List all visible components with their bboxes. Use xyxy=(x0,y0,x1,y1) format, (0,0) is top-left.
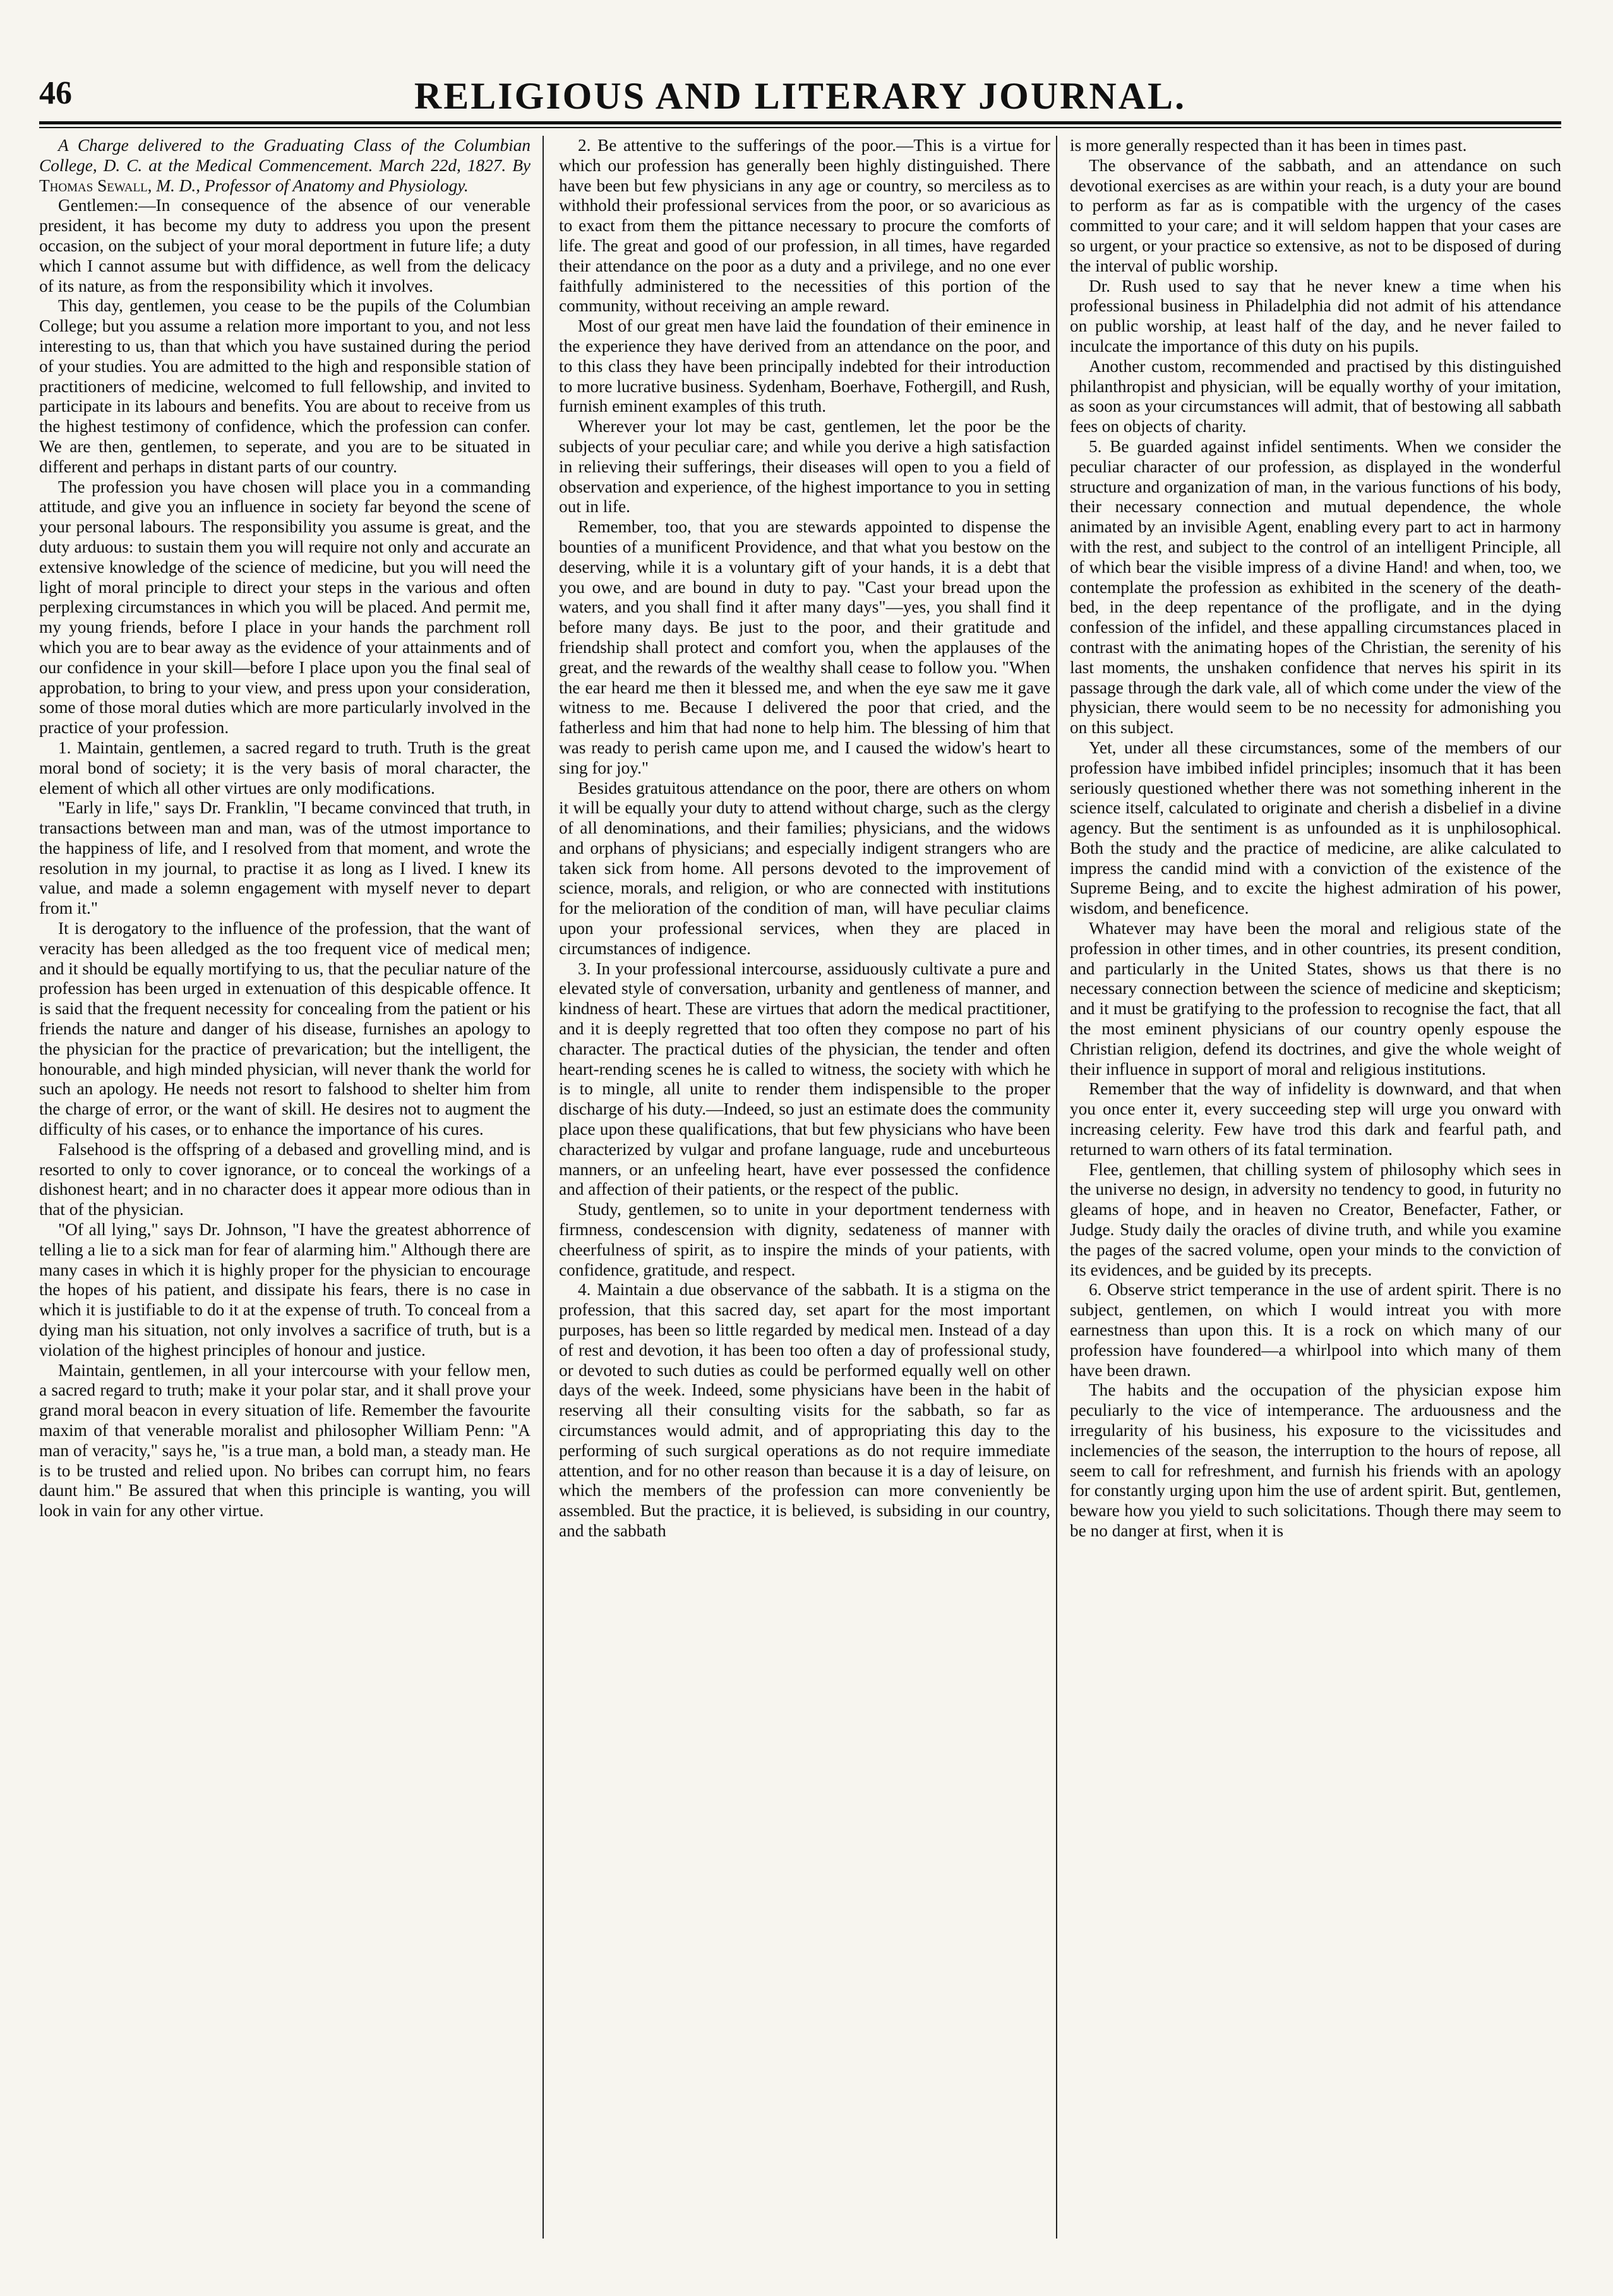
paragraph: "Of all lying," says Dr. Johnson, "I have the greatest abhorrence of telling a lie to a sick man for fear of alarming him." Although there are many cases in which it is highly proper for the physician to encourage the hopes of his patient, and dissipate his fears, there is no case in which it is justifiable to do it at the expense of truth. To conceal from a dying man his situation, not only involves a sacrifice of truth, but is a violation of the highest principles of honour and justice. xyxy=(39,1220,531,1360)
header-rule xyxy=(39,121,1561,124)
paragraph: The habits and the occupation of the physician expose him peculiarly to the vice of intemperance. The arduousness and the irregularity of his business, his exposure to the vicissitudes and inclemencies of the season, the interruption to the hours of repose, all seem to call for refreshment, and furnish his friends with an apology for constantly urging upon him the use of ardent spirit. But, gentlemen, beware how you yield to such solicitations. Though there may seem to be no danger at first, when it is xyxy=(1070,1380,1561,1540)
paragraph: Wherever your lot may be cast, gentlemen, let the poor be the subjects of your peculiar care; and while you derive a high satisfaction in relieving their sufferings, their diseases will open to you a field of observation and experience, of the highest importance to you in setting out in life. xyxy=(559,417,1050,517)
page-number: 46 xyxy=(39,75,72,111)
paragraph: "Early in life," says Dr. Franklin, "I became convinced that truth, in transactions between man and man, was of the utmost importance to the happiness of life, and I resolved from that moment, and wrote the resolution in my journal, to practise it as long as I lived. I knew its value, and made a solemn engagement with myself never to depart from it." xyxy=(39,798,531,918)
paragraph: Yet, under all these circumstances, some of the members of our profession have imbibed infidel principles; insomuch that it has been seriously questioned whether there was not something inherent in the science itself, calculated to originate and cherish a disbelief in a divine agency. But the sentiment is as unfounded as it is unphilosophical. Both the study and the practice of medicine, are alike calculated to impress the candid mind with a conviction of the existence of the Supreme Being, and to excite the highest admiration of his power, wisdom, and beneficence. xyxy=(1070,738,1561,918)
paragraph: Most of our great men have laid the foundation of their eminence in the experience they have derived from an attendance on the poor, and to this class they have been principally indebted for their introduction to more lucrative business. Sydenham, Boerhave, Fothergill, and Rush, furnish eminent examples of this truth. xyxy=(559,316,1050,416)
paragraph: 5. Be guarded against infidel sentiments. When we consider the peculiar character of our profession, as displayed in the wonderful structure and organization of man, in the various functions of his body, their necessary connection and mutual dependence, the whole animated by an invisible Agent, enabling every part to act in harmony with the rest, and subject to the control of an intelligent Principle, all of which bear the visible impress of a divine Hand! and when, too, we contemplate the profession as exhibited in the scenery of the death-bed, in the deep repentance of the profligate, and in the dying confession of the infidel, and these appalling circumstances placed in contrast with the animating hopes of the Christian, the serenity of his last moments, the unshaken confidence that nerves his spirit in its passage through the dark vale, all of which come under the view of the physician, there would seem to be no necessity for admonishing you on this subject. xyxy=(1070,436,1561,738)
header-rule-thin xyxy=(39,127,1561,128)
paragraph: The observance of the sabbath, and an attendance on such devotional exercises as are within your reach, is a duty your are bound to perform as far as is compatible with the urgency of the cases committed to your care; and it will seldom happen that your cases are so urgent, or your practice so extensive, as not to be disposed of during the interval of public worship. xyxy=(1070,155,1561,275)
heading-text: A Charge delivered to the Graduating Class of the Columbian College, D. C. at the Medical Commencement. March 22d, 1827. By xyxy=(39,136,531,175)
paragraph: is more generally respected than it has been in times past. xyxy=(1070,136,1467,155)
paragraph: Maintain, gentlemen, in all your intercourse with your fellow men, a sacred regard to truth; make it your polar star, and it shall prove your grand moral beacon in every situation of life. Remember the favourite maxim of that venerable moralist and philosopher William Penn: "A man of veracity," says he, "is a true man, a bold man, a steady man. He is to be trusted and relied upon. No bribes can corrupt him, no fears daunt him." Be assured that when this principle is wanting, you will look in vain for any other virtue. xyxy=(39,1360,531,1521)
heading-credentials: M. D., Professor of Anatomy and Physiology. xyxy=(156,176,469,195)
article-heading xyxy=(39,136,531,196)
paragraph: Besides gratuitous attendance on the poor, there are others on whom it will be equally your duty to attend without charge, such as the clergy of all denominations, and their families; physicians, and the widows and orphans of physicians; and especially indigent strangers who are taken sick from home. All persons devoted to the improvement of science, morals, and religion, or who are connected with institutions for the melioration of the condition of man, will have peculiar claims upon your professional services, when they are placed in circumstances of indigence. xyxy=(559,778,1050,958)
paragraph: Flee, gentlemen, that chilling system of philosophy which sees in the universe no design, in adversity no tendency to good, in futurity no gleams of hope, and in heaven no Creator, Benefacter, Father, or Judge. Study daily the oracles of divine truth, and while you examine the pages of the sacred volume, open your minds to the conviction of its evidences, and be guided by its precepts. xyxy=(1070,1159,1561,1279)
paragraph: 2. Be attentive to the sufferings of the poor.—This is a virtue for which our profession has generally been highly distinguished. There have been but few physicians in any age or country, so merciless as to withhold their professional services from the poor, or so avaricious as to exact from them the pittance necessary to procure the comforts of life. The great and good of our profession, in all times, have regarded their attendance on the poor as a duty and a privilege, and no one ever faithfully administered to the necessities of this portion of the community, without receiving an ample reward. xyxy=(559,136,1050,316)
paragraph: It is derogatory to the influence of the profession, that the want of veracity has been alledged as the too frequent vice of medical men; and it should be equally mortifying to us, that the peculiar nature of the profession has been urged in extenuation of this despicable offence. It is said that the frequent necessity for concealing from the patient or his friends the nature and danger of his disease, furnishes an apology to the physician for the practice of prevarication; but the intelligent, the honourable, and high minded physician, will never thank the world for such an apology. He needs not resort to falshood to shelter him from the charge of error, or the want of skill. He desires not to augment the difficulty of his cases, or to enhance the importance of his cures. xyxy=(39,919,531,1139)
column-3 xyxy=(1070,136,1561,2239)
paragraph: Study, gentlemen, so to unite in your deportment tenderness with firmness, condescension with dignity, sedateness of manner with cheerfulness of spirit, as to inspire the minds of your patients, with confidence, gratitude, and respect. xyxy=(559,1200,1050,1279)
paragraph: Gentlemen:—In consequence of the absence of our venerable president, it has become my duty to address you upon the present occasion, on the subject of your moral deportment in future life; a duty which I cannot assume but with diffidence, as well from the delicacy of its nature, as from the responsibility which it involves. xyxy=(39,196,531,296)
column-divider xyxy=(1056,136,1057,2239)
paragraph: 6. Observe strict temperance in the use of ardent spirit. There is no subject, gentlemen, on which I would intreat you with more earnestness than upon this. It is a rock on which many of our profession have foundered—a whirlpool into which many of them have been drawn. xyxy=(1070,1280,1561,1380)
paragraph: Another custom, recommended and practised by this distinguished philanthropist and physician, will be equally worthy of your imitation, as soon as your circumstances will admit, that of bestowing all sabbath fees on objects of charity. xyxy=(1070,356,1561,436)
heading-author: Thomas Sewall, xyxy=(39,176,152,195)
paragraph: Dr. Rush used to say that he never knew a time when his professional business in Philadelphia did not admit of his attendance on public worship, at least half of the day, and he never failed to inculcate the importance of this duty on his pupils. xyxy=(1070,276,1561,356)
paragraph: Remember, too, that you are stewards appointed to dispense the bounties of a munificent Providence, and that what you bestow on the deserving, while it is a voluntary gift of your hands, it is a debt that you owe, and are bound in duty to pay. "Cast your bread upon the waters, and you shall find it after many days"—yes, you shall find it before many days. Be just to the poor, and their gratitude and friendship shall protect and comfort you, when the applauses of the great, and the rewards of the wealthy shall cease to follow you. "When the ear heard me then it blessed me, and when the eye saw me it gave witness to me. Because I delivered the poor that cried, and the fatherless and him that had none to help him. The blessing of him that was ready to perish came upon me, and I caused the widow's heart to sing for joy." xyxy=(559,517,1050,777)
paragraph: Remember that the way of infidelity is downward, and that when you once enter it, every succeeding step will urge you onward with increasing celerity. Few have trod this dark and fearful path, and returned to warn others of its fatal termination. xyxy=(1070,1079,1561,1159)
journal-title: RELIGIOUS AND LITERARY JOURNAL. xyxy=(414,75,1187,117)
paragraph: The profession you have chosen will place you in a commanding attitude, and give you an influence in society far beyond the scene of your personal labours. The responsibility you assume is great, and the duty arduous: to sustain them you will require not only and accurate an extensive knowledge of the science of medicine, but you will need the light of moral principle to direct your steps in the various and often perplexing circumstances in which you will be placed. And permit me, my young friends, before I place in your hands the parchment roll which you are to bear away as the evidence of your attainments and of our confidence in your skill—before I place upon you the final seal of approbation, to bring to your view, and press upon your consideration, some of those moral duties which are more particularly involved in the practice of your profession. xyxy=(39,477,531,738)
column-divider xyxy=(543,136,544,2239)
paragraph: This day, gentlemen, you cease to be the pupils of the Columbian College; but you assume a relation more important to you, and not less interesting to us, than that which you have sustained during the period of your studies. You are admitted to the high and responsible station of practitioners of medicine, welcomed to full fellowship, and invited to participate in its labours and benefits. You are about to receive from us the highest testimony of confidence, which the profession can confer. We are then, gentlemen, to seperate, and you are to be situated in different and perhaps in distant parts of our country. xyxy=(39,296,531,476)
column-2 xyxy=(559,136,1050,2239)
paragraph: Whatever may have been the moral and religious state of the profession in other times, and in other countries, its present condition, and particularly in the United States, shows us that there is no necessary connection between the science of medicine and skepticism; and it must be gratifying to the profession to recognise the fact, that all the most eminent physicians of our country openly espouse the Christian religion, defend its doctrines, and give the whole weight of their influence in support of moral and religious institutions. xyxy=(1070,919,1561,1079)
paragraph: 4. Maintain a due observance of the sabbath. It is a stigma on the profession, that this sacred day, set apart for the most important purposes, has been so little regarded by medical men. Instead of a day of rest and devotion, it has been too often a day of professional study, or devoted to such duties as could be performed equally well on other days of the week. Indeed, some physicians have been in the habit of reserving all their consulting visits for the sabbath, so far as circumstances would admit, and of appropriating this day to the performing of such surgical operations as do not require immediate attention, and for no other reason than because it is a day of leisure, on which the members of the profession can more conveniently be assembled. But the practice, it is believed, is subsiding in our country, and the sabbath xyxy=(559,1280,1050,1540)
paragraph: 1. Maintain, gentlemen, a sacred regard to truth. Truth is the great moral bond of society; it is the very basis of moral character, the element of which all other virtues are only modifications. xyxy=(39,738,531,798)
column-1 xyxy=(39,136,531,2239)
paragraph: Falsehood is the offspring of a debased and grovelling mind, and is resorted to only to cover ignorance, or to conceal the workings of a dishonest heart; and in no character does it appear more odious than in that of the physician. xyxy=(39,1139,531,1219)
paragraph: 3. In your professional intercourse, assiduously cultivate a pure and elevated style of conversation, urbanity and gentleness of manner, and kindness of heart. These are virtues that adorn the medical practitioner, and it is deeply regretted that too often they compose no part of his character. The practical duties of the physician, the tender and often heart-rending scenes he is called to witness, the society with which he is to mingle, all unite to render them indispensible to the proper discharge of his duty.—Indeed, so just an estimate does the community place upon these qualifications, that but few physicians who have been characterized by vulgar and profane language, rude and unceburteous manners, or an unfeeling heart, have ever possessed the confidence and affection of their patients, or the respect of the public. xyxy=(559,959,1050,1199)
